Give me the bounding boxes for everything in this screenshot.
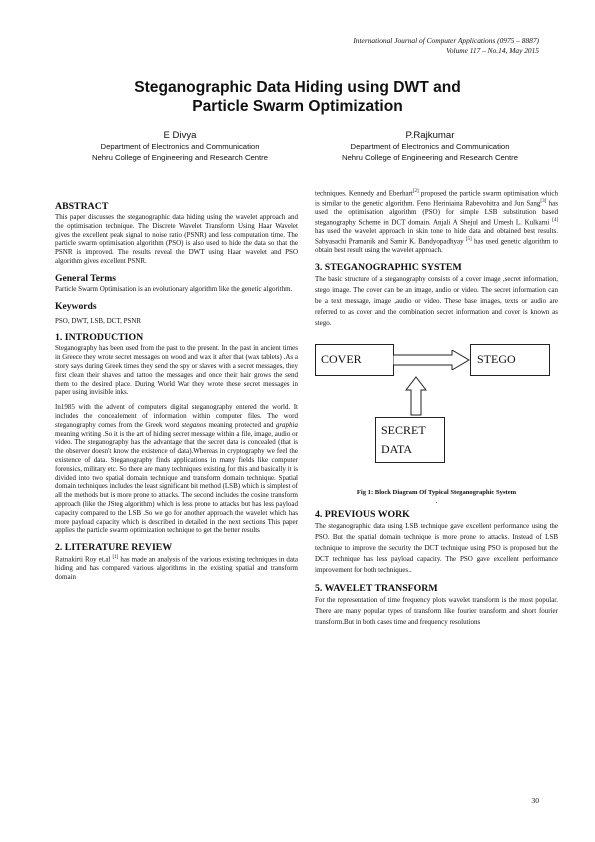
general-terms-text: Particle Swarm Optimisation is an evolutionary algorithm like the genetic algorithm. bbox=[55, 284, 293, 293]
right-arrow-icon bbox=[393, 350, 470, 370]
general-terms-heading: General Terms bbox=[55, 272, 117, 284]
introduction-paragraph-2: In1985 with the advent of computers digital steganography entered the world. It includes the concealement of information within computer files. The word steganography comes from the Greek word steganos meaning protected and graphia meaning writing .So it is the art of hiding secret message within a file, image, audio or video. The steganography has the advantage that the secret data is concealed (that is the observer doesn't know the existence of data).Whereas in cryptography we feel the existence of data. Steganography finds applications in many fields like computer forensics, military etc. So there are many techniques existing for this and basically it is divided into two spatial domain technique and transform domain technique. Spatial domain techniques includes the least significant bit method (LSB) which is simplest of all the methods but is more prone to attacks. The second includes the cosine transform approach (like the JSteg algorithm) which is less prone to attacks but has less payload capacity compared to the LSB .So we go for another approach the wavelet which has more payload capacity which is described in detailed in the next sections This paper applies the particle swarm optimization technique to get the better results bbox=[55, 403, 299, 535]
author-affiliation: Nehru College of Engineering and Research Centre bbox=[341, 152, 519, 162]
previous-work-heading: 4. PREVIOUS WORK bbox=[315, 509, 410, 521]
citation: [2] bbox=[412, 189, 419, 194]
block-diagram bbox=[315, 344, 558, 486]
title-line-2: Particle Swarm Optimization bbox=[192, 98, 403, 115]
right-column bbox=[315, 188, 558, 628]
cover-box bbox=[315, 344, 394, 376]
author-name: P.Rajkumar bbox=[405, 130, 455, 141]
title-line-1: Steganographic Data Hiding using DWT and bbox=[134, 79, 461, 96]
citation: [1] bbox=[112, 555, 119, 561]
wavelet-transform-heading: 5. WAVELET TRANSFORM bbox=[315, 582, 438, 594]
page-number: 30 bbox=[531, 796, 539, 805]
steganographic-system-text: The basic structure of a steganography consists of a cover image ,secret information, stego image. The cover can be an image, audio or video. The secret information can be a text message, image ,audio or video. These base images, texts or audio are referred to as cover and the combination secret information and cover is known as stego. bbox=[315, 274, 558, 327]
cover-label: COVER bbox=[321, 352, 362, 367]
citation: [4] bbox=[552, 218, 558, 224]
author-department: Department of Electronics and Communication bbox=[100, 142, 260, 151]
abstract-text: This paper discusses the steganographic data hiding using the wavelet approach and the optimisation technique. The Discrete Wavelet Transform Using Haar Wavelet gives the excellent peak signal to noise ratio (PSNR) and less computation time. The particle swarm optimisation algorithm (PSO) is also used to hide the data so that the PSNR is improved. The results reveal the DWT using Haar wavelet and PSO algorithm gives excellent PSNR. bbox=[55, 213, 298, 265]
caption-trailing-mark: . bbox=[435, 497, 438, 506]
abstract-heading: ABSTRACT bbox=[55, 201, 109, 212]
word-graphia: graphia bbox=[275, 420, 298, 429]
keywords-heading: Keywords bbox=[55, 300, 97, 312]
introduction-paragraph-1: Steganography has been used from the past to the present. In the past in ancient times in Greece they wrote secret messages on wood and wax it after that (wax tablets) .As a story says during Greek times they send the spy or slaves with a secret messages, they first clean their shaves and tattoo the messages and once their hair grows the send them to the desired place. During World War they wrote these secret messages in paper using invisible inks. bbox=[55, 344, 298, 397]
stego-label: STEGO bbox=[477, 352, 516, 367]
journal-header bbox=[353, 36, 539, 56]
word-steganos: steganos bbox=[181, 420, 207, 429]
citation: [3] bbox=[540, 199, 547, 205]
author-name: E Divya bbox=[163, 130, 197, 141]
paper-title bbox=[40, 78, 555, 116]
figure-caption: Fig 1: Block Diagram Of Typical Steganographic System bbox=[356, 489, 517, 497]
citation: [5] bbox=[465, 236, 472, 242]
left-column bbox=[55, 200, 298, 582]
author-block-2 bbox=[305, 130, 555, 163]
literature-review-heading: 2. LITERATURE REVIEW bbox=[55, 542, 173, 554]
wavelet-transform-text: For the representation of time frequency plots wavelet transform is the most popular. There are many popular types of transform like fourier transform and short fourier transform.But in both cases time and frequency resolutions bbox=[315, 595, 558, 626]
author-department: Department of Electronics and Communication bbox=[350, 142, 510, 151]
introduction-heading: 1. INTRODUCTION bbox=[55, 332, 144, 344]
literature-paragraph-1: Ratnakirti Roy et.al [1] has made an analysis of the various existing techniques in data hiding and has compared various algorithms in the existing spatial and transform domain bbox=[55, 555, 299, 582]
secret-label-line-1: SECRET bbox=[381, 423, 426, 438]
journal-name: International Journal of Computer Applications (0975 – 8887) bbox=[353, 36, 539, 45]
journal-volume: Volume 117 – No.14, May 2015 bbox=[446, 46, 539, 55]
secret-data-box bbox=[375, 417, 445, 463]
literature-paragraph-2: techniques. Kennedy and Eberhart[2] proposed the particle swarm optimisation which is similar to the genetic algorithm. Feno Heriniaina Rabevohitra and Jun Sang[3] has used the optimisation algorithm (PSO) for simple LSB substitution based steganography Scheme in DCT domain. Anjali A Shejul and Umesh L. Kulkarni [4] has used the wavelet approach in skin tone to hide data and obtained best results. Sabyasachi Pramanik and Samir K. Bandyopadhyay [5] has used genetic algorithm to obtain best result using the wavelet approach. bbox=[315, 189, 558, 255]
up-arrow-icon bbox=[405, 376, 427, 416]
secret-label-line-2: DATA bbox=[381, 442, 413, 457]
stego-box bbox=[470, 344, 550, 376]
author-block-1 bbox=[55, 130, 305, 163]
steganographic-system-heading: 3. STEGANOGRAPHIC SYSTEM bbox=[315, 261, 462, 273]
previous-work-text: The steganographic data using LSB technique gave excellent performance using the PSO. But the spatial domain technique is more prone to attacks. Instead of LSB technique to improve the security the DCT technique using PSO is proposed but the DCT technique has less payload capacity. The PSO gave excellent performance improvement for both techniques.. bbox=[315, 522, 558, 575]
author-affiliation: Nehru College of Engineering and Research Centre bbox=[91, 152, 269, 162]
keywords-text: PSO, DWT, LSB, DCT, PSNR bbox=[55, 316, 142, 325]
